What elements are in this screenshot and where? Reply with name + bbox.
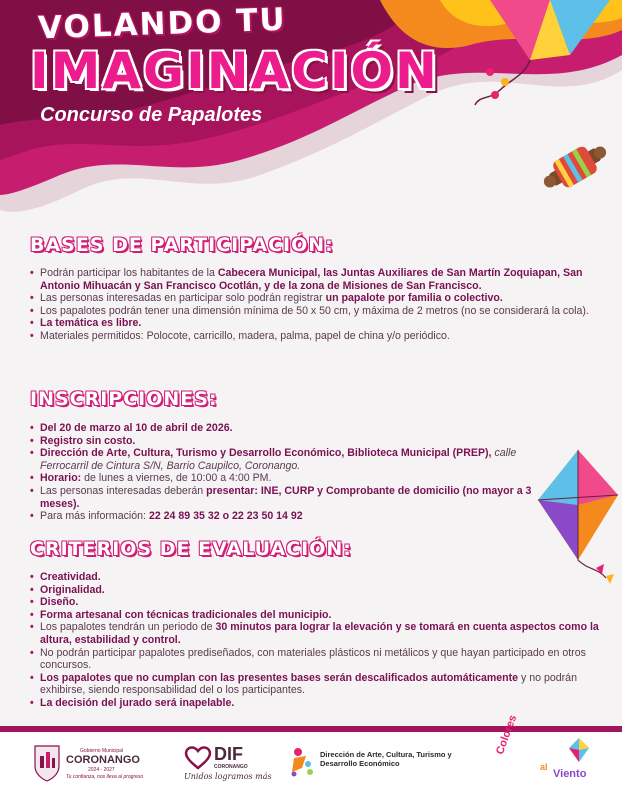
item-text: La temática es libre. <box>40 317 142 330</box>
logo4-word1: Colores <box>494 713 520 757</box>
item-text: Forma artesanal con técnicas tradicionales del municipio. <box>40 608 332 621</box>
criterios-item <box>30 609 612 622</box>
bases-list <box>30 267 612 343</box>
item-text: Horario: <box>40 472 82 485</box>
inscripciones-title: INSCRIPCIONES: <box>30 388 218 410</box>
bases-item <box>30 305 612 318</box>
logo4-word3: Viento <box>553 768 587 780</box>
criterios-item <box>30 596 612 609</box>
kite-colorful-icon <box>528 450 622 590</box>
item-text: y no podrán exhibirse, siendo responsabilidad del o los participantes. <box>40 671 577 697</box>
item-text: Para más información: <box>40 510 149 523</box>
criterios-title: CRITERIOS DE EVALUACIÓN: <box>30 538 352 560</box>
title-line-1: VOLANDO TU <box>37 1 288 47</box>
criterios-item <box>30 647 612 672</box>
coronango-years: 2024 - 2027 <box>88 767 115 773</box>
direccion-figure-icon <box>288 746 316 778</box>
kite-top-icon <box>470 0 622 110</box>
bases-item <box>30 330 612 343</box>
dif-slogan: Unidos logramos más <box>184 772 272 781</box>
title-line-2: IMAGINACIÓN <box>30 42 439 100</box>
item-text: de lunes a viernes, de 10:00 a 4:00 PM. <box>81 472 272 485</box>
criterios-item <box>30 571 612 584</box>
bases-item <box>30 267 612 292</box>
dif-name: DIF <box>214 744 243 764</box>
spool-icon <box>538 130 612 204</box>
coronango-crest-icon <box>32 742 62 782</box>
inscripciones-item <box>30 472 550 485</box>
item-text: Los papalotes podrán tener una dimensión mínima de 50 x 50 cm, y máxima de 2 metros (no se considerará la cola). <box>40 304 589 317</box>
footer-logos <box>0 713 622 800</box>
item-text: Dirección de Arte, Cultura, Turismo y Desarrollo Económico, Biblioteca Municipal (PREP), <box>40 447 492 460</box>
item-text: presentar: INE, CURP y Comprobante de domicilio (no mayor a 3 meses). <box>40 484 532 510</box>
item-text: Los papalotes tendrán un periodo de <box>40 621 216 634</box>
item-text: Las personas interesadas deberán <box>40 484 207 497</box>
item-text: Registro sin costo. <box>40 434 136 447</box>
colores-viento-kite-icon <box>568 738 590 764</box>
inscripciones-item <box>30 422 550 435</box>
item-text: Los papalotes que no cumplan con las presentes bases serán descalificados automáticamente <box>40 671 519 684</box>
item-text: Originalidad. <box>40 583 105 596</box>
criterios-item <box>30 621 612 646</box>
item-text: un papalote por familia o colectivo. <box>325 292 503 305</box>
item-text: Del 20 de marzo al 10 de abril de 2026. <box>40 422 233 434</box>
dif-place: CORONANGO <box>214 764 248 770</box>
dif-heart-icon <box>184 746 212 770</box>
subtitle: Concurso de Papalotes <box>40 104 263 126</box>
inscripciones-item <box>30 510 550 523</box>
bases-title: BASES DE PARTICIPACIÓN: <box>30 234 334 256</box>
criterios-item <box>30 672 612 697</box>
item-text: 30 minutos para lograr la elevación y se tomará en cuenta aspectos como la altura, estabilidad y control. <box>40 621 599 646</box>
bases-item <box>30 317 612 330</box>
criterios-list <box>30 571 612 710</box>
item-text: No podrán participar papalotes prediseñados, con materiales plásticos ni metálicos y que hayan participado en otros concursos. <box>40 646 586 672</box>
bases-item <box>30 292 612 305</box>
criterios-item <box>30 697 612 710</box>
item-text: Las personas interesadas en participar solo podrán registrar <box>40 292 326 305</box>
inscripciones-list <box>30 422 550 523</box>
item-text: Materiales permitidos: Polocote, carricillo, madera, palma, papel de china y/o periódico. <box>40 329 450 342</box>
item-text: calle Ferrocarril de Cintura S/N, Barrio Caupilco, Coronango. <box>40 447 517 472</box>
inscripciones-item <box>30 485 550 510</box>
coronango-slogan: Tu confianza, nos lleva al progreso <box>66 774 144 780</box>
item-text: Creatividad. <box>40 571 101 583</box>
item-text: Podrán participar los habitantes de la <box>40 267 218 279</box>
criterios-item <box>30 584 612 597</box>
coronango-name: CORONANGO <box>66 754 140 766</box>
logo4-word2: al <box>540 762 548 772</box>
coronango-small: Gobierno Municipal <box>80 748 124 754</box>
item-text: Cabecera Municipal, las Juntas Auxiliares de San Martín Zoquiapan, San Antonio Mihuacán y San Francisco Ocotlán, y de la zona de Misiones de San Francisco. <box>40 267 583 292</box>
inscripciones-item <box>30 435 550 448</box>
item-text: Diseño. <box>40 596 79 609</box>
inscripciones-item <box>30 447 550 472</box>
item-text: 22 24 89 35 32 o 22 23 50 14 92 <box>148 510 303 523</box>
item-text: La decisión del jurado será inapelable. <box>40 696 235 709</box>
direccion-text: Dirección de Arte, Cultura, Turismo y Desarrollo Económico <box>320 750 452 768</box>
